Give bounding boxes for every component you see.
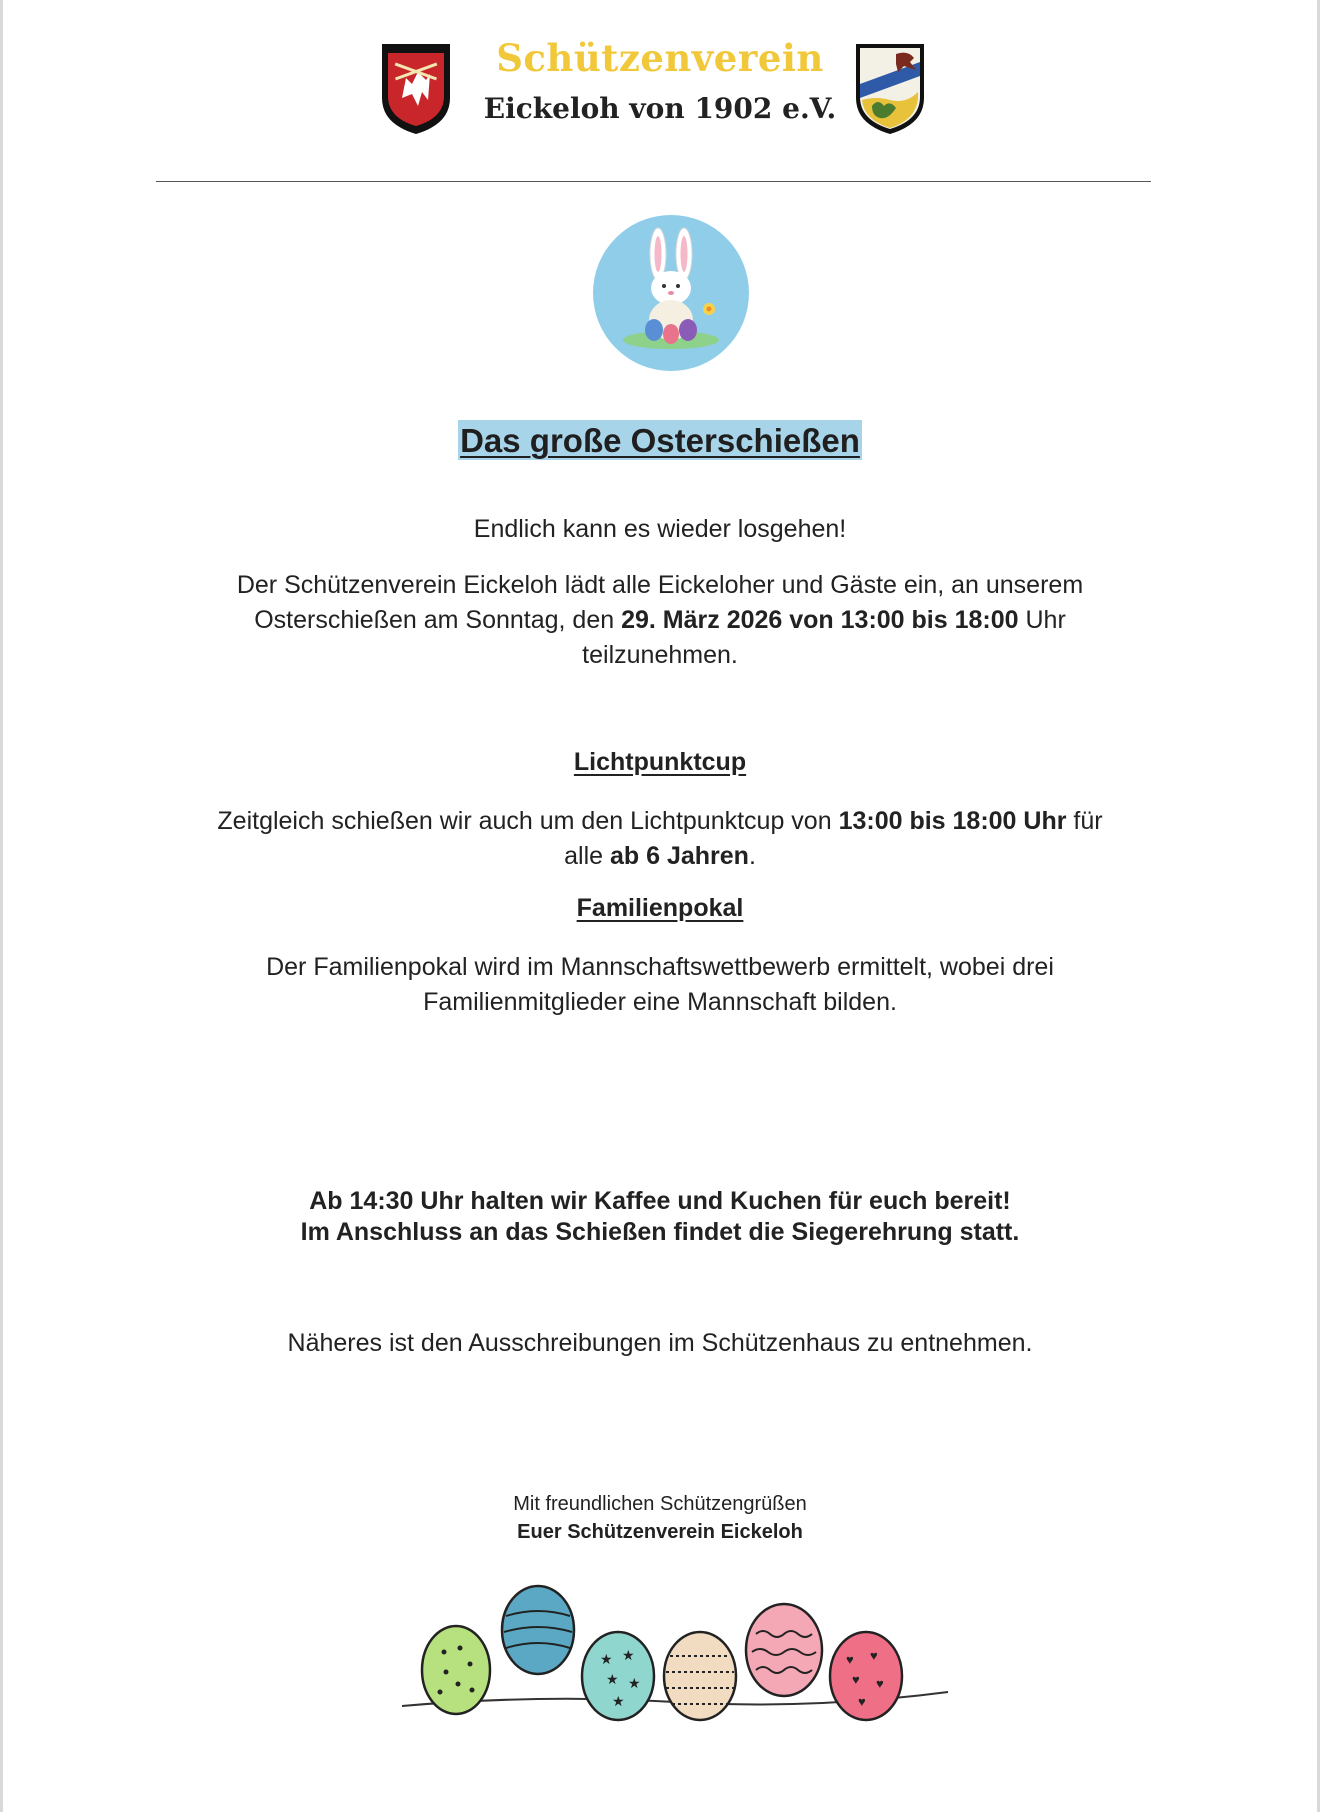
- svg-text:★: ★: [600, 1651, 613, 1667]
- municipal-coat-of-arms-logo: [852, 40, 928, 136]
- cafe-line-2: Im Anschluss an das Schießen findet die Siegerehrung statt.: [300, 1218, 1020, 1246]
- easter-bunny-illustration: [592, 214, 750, 372]
- cafe-notice: [0, 1186, 1320, 1248]
- signature-sender: Euer Schützenverein Eickeloh: [517, 1521, 803, 1543]
- intro-text-c: Uhr: [1018, 606, 1066, 634]
- header: [0, 34, 1320, 144]
- egg-blue-striped-icon: [502, 1586, 574, 1674]
- intro-paragraph-line-3: teilzunehmen.: [582, 641, 738, 669]
- familie-heading: Familienpokal: [576, 894, 744, 922]
- svg-text:♥: ♥: [858, 1694, 866, 1709]
- title-row: [0, 420, 1320, 460]
- familie-heading-row: [0, 894, 1320, 923]
- svg-text:♥: ♥: [846, 1652, 854, 1667]
- lichtpunkt-text-e: .: [748, 842, 756, 870]
- club-name: Schützenverein: [496, 36, 824, 80]
- intro-text-a: Osterschießen am Sonntag, den: [254, 606, 622, 634]
- lichtpunkt-heading: Lichtpunktcup: [573, 748, 747, 776]
- lichtpunkt-text-a: Zeitgleich schießen wir auch um den Lichtpunktcup von: [217, 807, 839, 835]
- egg-teal-stars-icon: [582, 1632, 654, 1720]
- familie-line-1: Der Familienpokal wird im Mannschaftswettbewerb ermittelt, wobei drei: [266, 953, 1054, 981]
- svg-text:★: ★: [622, 1647, 635, 1663]
- egg-beige-striped-icon: [664, 1632, 736, 1720]
- header-divider: [156, 181, 1151, 182]
- intro-paragraph-line-1: Der Schützenverein Eickeloh lädt alle Eickeloher und Gäste ein, an unserem: [236, 571, 1084, 599]
- lichtpunkt-text-d: alle: [564, 842, 610, 870]
- lichtpunkt-heading-row: [0, 748, 1320, 777]
- egg-green-icon: [422, 1626, 490, 1714]
- signature: [0, 1490, 1320, 1546]
- familie-paragraph: [0, 950, 1320, 1020]
- lichtpunkt-line-2: [0, 839, 1320, 874]
- intro-line: Endlich kann es wieder losgehen!: [473, 515, 847, 543]
- svg-text:★: ★: [628, 1675, 641, 1691]
- svg-text:★: ★: [612, 1693, 625, 1709]
- lichtpunkt-paragraph: [0, 804, 1320, 874]
- egg-red-hearts-icon: [830, 1632, 902, 1720]
- info-line: Näheres ist den Ausschreibungen im Schützenhaus zu entnehmen.: [287, 1329, 1033, 1357]
- intro-paragraph: [0, 568, 1320, 673]
- lichtpunkt-line-1: [0, 804, 1320, 839]
- egg-pink-wavy-icon: [746, 1604, 822, 1696]
- svg-text:♥: ♥: [870, 1648, 878, 1663]
- easter-eggs-illustration: [400, 1580, 950, 1740]
- svg-text:♥: ♥: [852, 1672, 860, 1687]
- page-title: Das große Osterschießen: [460, 422, 860, 459]
- lichtpunkt-time: 13:00 bis 18:00 Uhr: [838, 807, 1067, 835]
- lichtpunkt-age: ab 6 Jahren: [609, 842, 749, 870]
- svg-text:♥: ♥: [876, 1676, 884, 1691]
- club-subtitle: Eickeloh von 1902 e.V.: [483, 92, 837, 125]
- signature-greeting: Mit freundlichen Schützengrüßen: [513, 1493, 807, 1515]
- club-crest-logo: [378, 40, 454, 136]
- lichtpunkt-text-c: für: [1066, 807, 1103, 835]
- event-date-time: 29. März 2026 von 13:00 bis 18:00: [621, 606, 1019, 634]
- cafe-line-1: Ab 14:30 Uhr halten wir Kaffee und Kuchen für euch bereit!: [309, 1187, 1011, 1215]
- familie-line-2: Familienmitglieder eine Mannschaft bilden.: [423, 988, 897, 1016]
- intro-paragraph-line-2: [0, 603, 1320, 638]
- svg-text:★: ★: [606, 1671, 619, 1687]
